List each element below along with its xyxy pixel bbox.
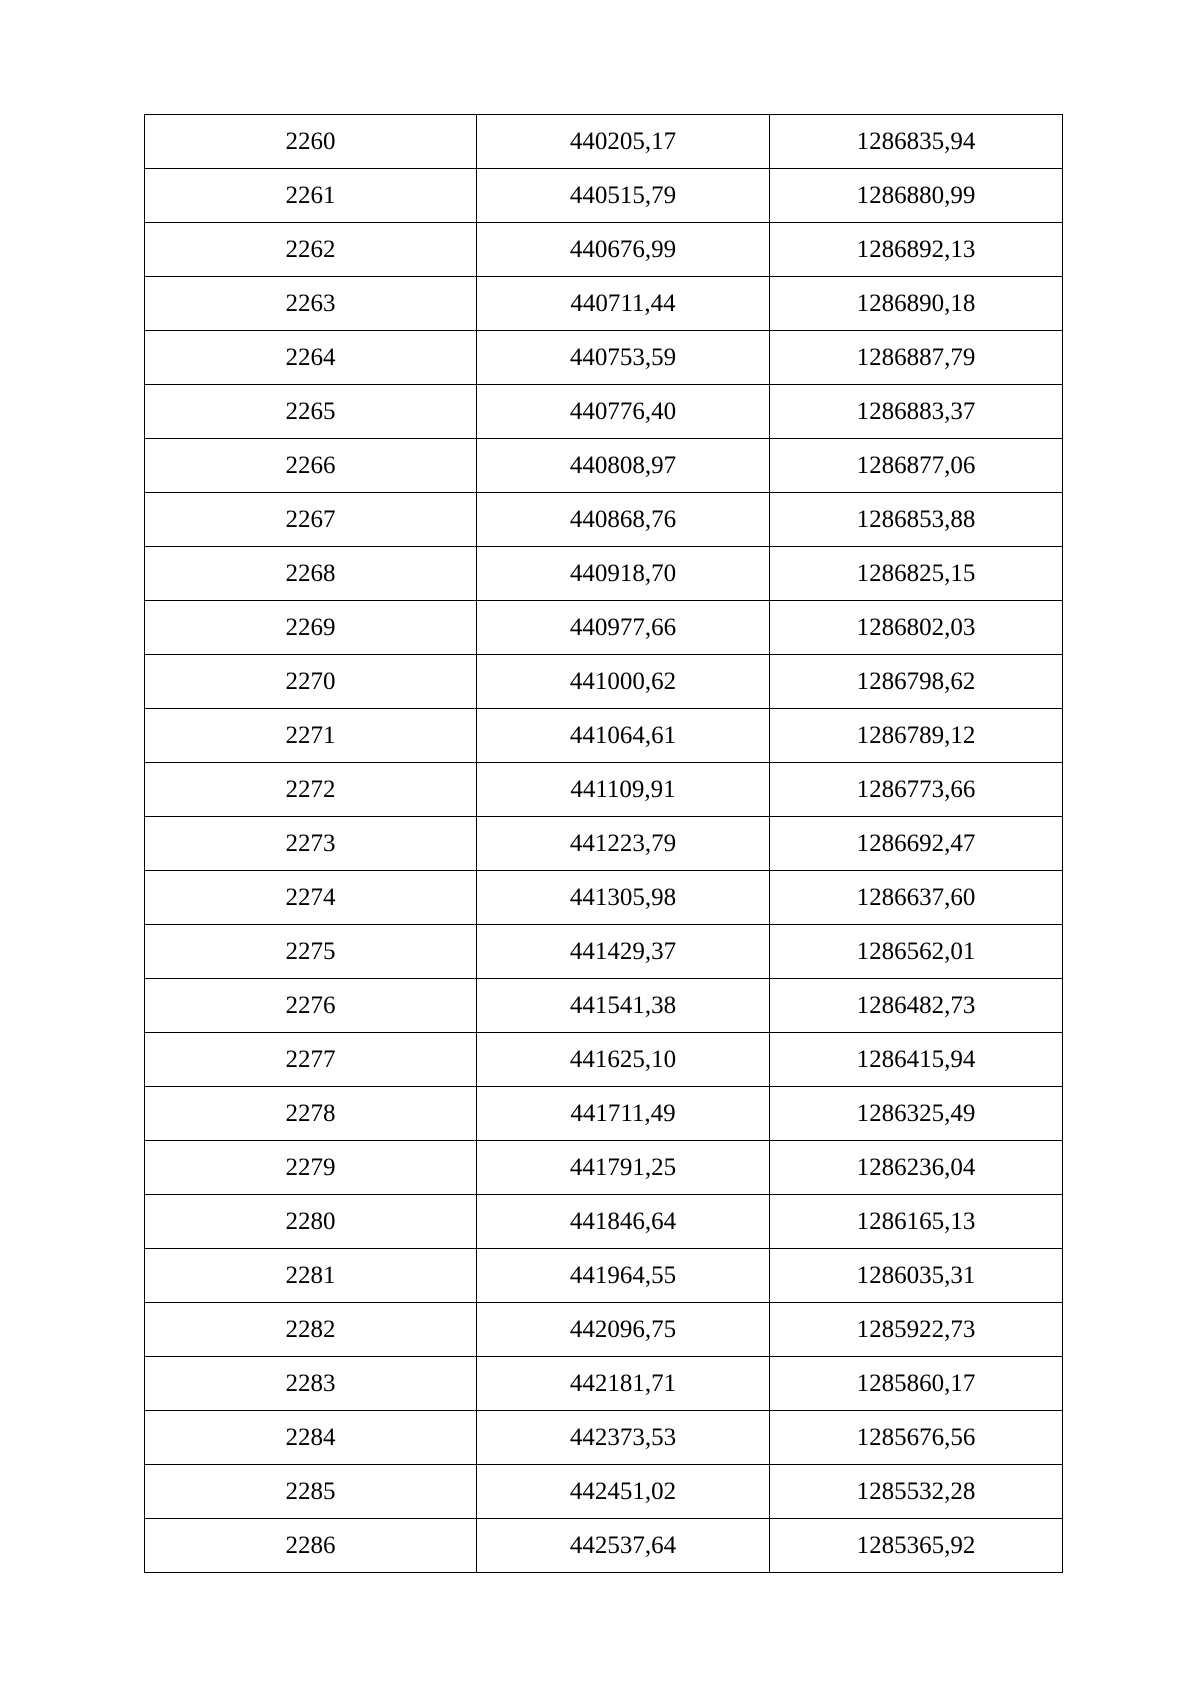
point-number-cell: 2269 [145,601,477,655]
y-coordinate-cell: 1286883,37 [770,385,1063,439]
table-row [145,493,1063,547]
y-coordinate-cell: 1285860,17 [770,1357,1063,1411]
table-row [145,979,1063,1033]
point-number-cell: 2283 [145,1357,477,1411]
table-row [145,223,1063,277]
x-coordinate-cell: 442537,64 [477,1519,770,1573]
x-coordinate-cell: 440711,44 [477,277,770,331]
y-coordinate-cell: 1286562,01 [770,925,1063,979]
y-coordinate-cell: 1286890,18 [770,277,1063,331]
point-number-cell: 2277 [145,1033,477,1087]
table-row [145,871,1063,925]
x-coordinate-cell: 440205,17 [477,115,770,169]
x-coordinate-cell: 442451,02 [477,1465,770,1519]
point-number-cell: 2280 [145,1195,477,1249]
y-coordinate-cell: 1286773,66 [770,763,1063,817]
x-coordinate-cell: 441109,91 [477,763,770,817]
table-row [145,655,1063,709]
y-coordinate-cell: 1286802,03 [770,601,1063,655]
point-number-cell: 2270 [145,655,477,709]
table-row [145,1465,1063,1519]
x-coordinate-cell: 441429,37 [477,925,770,979]
x-coordinate-cell: 442181,71 [477,1357,770,1411]
x-coordinate-cell: 441305,98 [477,871,770,925]
coordinates-table-body [145,115,1063,1573]
x-coordinate-cell: 441964,55 [477,1249,770,1303]
x-coordinate-cell: 440977,66 [477,601,770,655]
x-coordinate-cell: 441541,38 [477,979,770,1033]
table-row [145,1141,1063,1195]
y-coordinate-cell: 1286892,13 [770,223,1063,277]
x-coordinate-cell: 441064,61 [477,709,770,763]
y-coordinate-cell: 1286853,88 [770,493,1063,547]
y-coordinate-cell: 1286887,79 [770,331,1063,385]
point-number-cell: 2264 [145,331,477,385]
table-row [145,925,1063,979]
y-coordinate-cell: 1285676,56 [770,1411,1063,1465]
table-row [145,385,1063,439]
y-coordinate-cell: 1285532,28 [770,1465,1063,1519]
table-row [145,1411,1063,1465]
x-coordinate-cell: 441000,62 [477,655,770,709]
x-coordinate-cell: 442096,75 [477,1303,770,1357]
y-coordinate-cell: 1286798,62 [770,655,1063,709]
point-number-cell: 2276 [145,979,477,1033]
table-row [145,1249,1063,1303]
y-coordinate-cell: 1286877,06 [770,439,1063,493]
y-coordinate-cell: 1286325,49 [770,1087,1063,1141]
y-coordinate-cell: 1285365,92 [770,1519,1063,1573]
point-number-cell: 2273 [145,817,477,871]
point-number-cell: 2268 [145,547,477,601]
y-coordinate-cell: 1286482,73 [770,979,1063,1033]
table-row [145,1033,1063,1087]
point-number-cell: 2278 [145,1087,477,1141]
x-coordinate-cell: 440515,79 [477,169,770,223]
x-coordinate-cell: 442373,53 [477,1411,770,1465]
point-number-cell: 2266 [145,439,477,493]
table-row [145,763,1063,817]
x-coordinate-cell: 441791,25 [477,1141,770,1195]
x-coordinate-cell: 441223,79 [477,817,770,871]
point-number-cell: 2265 [145,385,477,439]
point-number-cell: 2282 [145,1303,477,1357]
table-row [145,1195,1063,1249]
point-number-cell: 2261 [145,169,477,223]
x-coordinate-cell: 440776,40 [477,385,770,439]
y-coordinate-cell: 1286789,12 [770,709,1063,763]
table-row [145,1087,1063,1141]
table-row [145,439,1063,493]
table-row [145,331,1063,385]
point-number-cell: 2285 [145,1465,477,1519]
y-coordinate-cell: 1286835,94 [770,115,1063,169]
x-coordinate-cell: 441711,49 [477,1087,770,1141]
y-coordinate-cell: 1286236,04 [770,1141,1063,1195]
table-row [145,277,1063,331]
coordinates-table [144,114,1063,1573]
x-coordinate-cell: 440918,70 [477,547,770,601]
x-coordinate-cell: 441846,64 [477,1195,770,1249]
y-coordinate-cell: 1286035,31 [770,1249,1063,1303]
x-coordinate-cell: 440676,99 [477,223,770,277]
table-row [145,1357,1063,1411]
y-coordinate-cell: 1285922,73 [770,1303,1063,1357]
point-number-cell: 2274 [145,871,477,925]
x-coordinate-cell: 440753,59 [477,331,770,385]
y-coordinate-cell: 1286825,15 [770,547,1063,601]
y-coordinate-cell: 1286692,47 [770,817,1063,871]
y-coordinate-cell: 1286880,99 [770,169,1063,223]
point-number-cell: 2272 [145,763,477,817]
table-row [145,1303,1063,1357]
table-row [145,709,1063,763]
x-coordinate-cell: 441625,10 [477,1033,770,1087]
point-number-cell: 2271 [145,709,477,763]
y-coordinate-cell: 1286165,13 [770,1195,1063,1249]
y-coordinate-cell: 1286415,94 [770,1033,1063,1087]
table-row [145,817,1063,871]
table-row [145,169,1063,223]
point-number-cell: 2262 [145,223,477,277]
table-row [145,115,1063,169]
table-row [145,601,1063,655]
point-number-cell: 2286 [145,1519,477,1573]
x-coordinate-cell: 440808,97 [477,439,770,493]
point-number-cell: 2275 [145,925,477,979]
table-row [145,547,1063,601]
point-number-cell: 2260 [145,115,477,169]
point-number-cell: 2284 [145,1411,477,1465]
point-number-cell: 2281 [145,1249,477,1303]
x-coordinate-cell: 440868,76 [477,493,770,547]
point-number-cell: 2267 [145,493,477,547]
y-coordinate-cell: 1286637,60 [770,871,1063,925]
point-number-cell: 2263 [145,277,477,331]
point-number-cell: 2279 [145,1141,477,1195]
table-row [145,1519,1063,1573]
